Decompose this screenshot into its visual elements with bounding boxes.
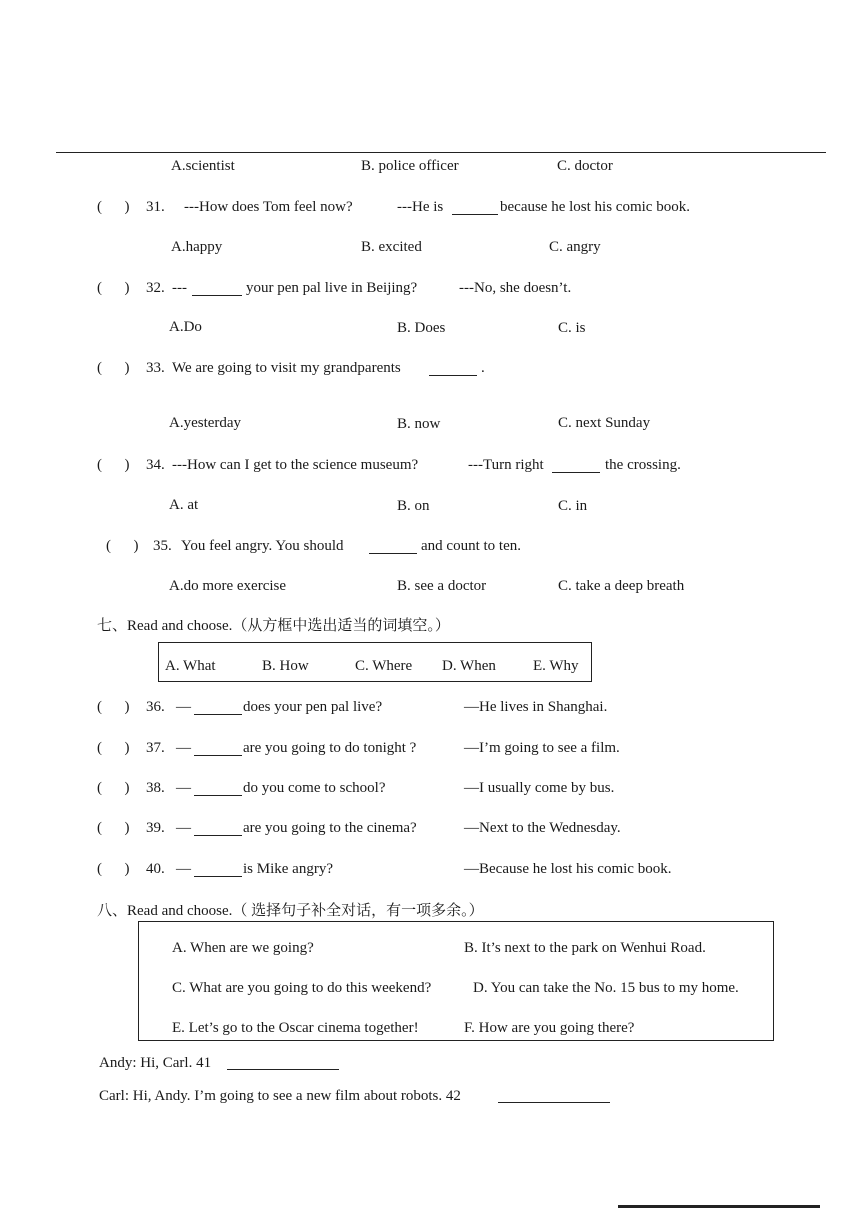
word-bank-item: D. When <box>442 658 496 674</box>
answer-text: —I usually come by bus. <box>464 780 615 796</box>
option-c: C. take a deep breath <box>558 578 685 594</box>
answer-paren: ( ) <box>97 360 130 376</box>
sentence-option: C. What are you going to do this weekend? <box>172 980 432 996</box>
answer-blank <box>194 700 242 715</box>
q30-option-a: A.scientist <box>171 158 235 174</box>
answer-paren: ( ) <box>97 457 130 473</box>
q30-option-b: B. police officer <box>361 158 459 174</box>
answer-blank <box>194 741 242 756</box>
question-text: because he lost his comic book. <box>500 199 690 215</box>
answer-blank <box>227 1055 339 1070</box>
question-number: 31. <box>146 199 165 215</box>
answer-blank <box>194 821 242 836</box>
question-text: are you going to the cinema? <box>243 820 417 836</box>
option-b: B. Does <box>397 320 446 336</box>
sentence-option: B. It’s next to the park on Wenhui Road. <box>464 940 706 956</box>
question-number: 33. <box>146 360 165 376</box>
question-text: ---He is <box>397 199 444 215</box>
word-bank-item: E. Why <box>533 658 579 674</box>
question-text: We are going to visit my grandparents <box>172 360 401 376</box>
option-c: C. angry <box>549 239 601 255</box>
answer-paren: ( ) <box>97 861 130 877</box>
answer-blank <box>369 539 417 554</box>
question-number: 34. <box>146 457 165 473</box>
question-text: . <box>481 360 485 376</box>
answer-blank <box>552 458 600 473</box>
question-text: your pen pal live in Beijing? <box>246 280 418 296</box>
answer-paren: ( ) <box>97 740 130 756</box>
question-number: 39. <box>146 820 165 836</box>
answer-blank <box>194 862 242 877</box>
question-number: 32. <box>146 280 165 296</box>
question-dash: — <box>176 699 191 715</box>
question-number: 40. <box>146 861 165 877</box>
answer-paren: ( ) <box>97 699 130 715</box>
option-b: B. on <box>397 498 430 514</box>
question-dash: — <box>176 820 191 836</box>
sentence-option: A. When are we going? <box>172 940 314 956</box>
section-8-title: 八、Read and choose.（ 选择句子补全对话，有一项多余。） <box>97 903 484 919</box>
question-text: the crossing. <box>605 457 681 473</box>
answer-paren: ( ) <box>97 780 130 796</box>
answer-paren: ( ) <box>106 538 139 554</box>
question-number: 35. <box>153 538 172 554</box>
question-text: --- <box>172 280 187 296</box>
option-a: A.do more exercise <box>169 578 287 594</box>
question-text: ---How can I get to the science museum? <box>172 457 419 473</box>
option-a: A.Do <box>169 319 202 335</box>
option-a: A.yesterday <box>169 415 242 431</box>
answer-text: —Next to the Wednesday. <box>464 820 621 836</box>
dialogue-line: Andy: Hi, Carl. 41 <box>99 1055 212 1071</box>
sentence-option: D. You can take the No. 15 bus to my home. <box>473 980 739 996</box>
word-bank-item: A. What <box>165 658 216 674</box>
answer-paren: ( ) <box>97 199 130 215</box>
question-dash: — <box>176 780 191 796</box>
answer-text: —He lives in Shanghai. <box>464 699 608 715</box>
question-text: ---How does Tom feel now? <box>184 199 353 215</box>
option-b: B. now <box>397 416 441 432</box>
answer-text: —Because he lost his comic book. <box>464 861 672 877</box>
section-7-title: 七、Read and choose.（从方框中选出适当的词填空。） <box>97 618 450 634</box>
question-text: is Mike angry? <box>243 861 333 877</box>
word-bank-item: C. Where <box>355 658 413 674</box>
question-text: are you going to do tonight ? <box>243 740 417 756</box>
question-dash: — <box>176 861 191 877</box>
option-a: A.happy <box>171 239 223 255</box>
dialogue-line: Carl: Hi, Andy. I’m going to see a new film about robots. 42 <box>99 1088 461 1104</box>
top-rule <box>56 152 826 153</box>
answer-blank <box>452 200 498 215</box>
question-text: ---Turn right <box>468 457 544 473</box>
answer-blank <box>429 361 477 376</box>
sentence-option: F. How are you going there? <box>464 1020 635 1036</box>
question-text: and count to ten. <box>421 538 521 554</box>
answer-blank <box>194 781 242 796</box>
question-text: does your pen pal live? <box>243 699 383 715</box>
sentence-option: E. Let’s go to the Oscar cinema together! <box>172 1020 419 1036</box>
answer-blank <box>192 281 242 296</box>
q30-option-c: C. doctor <box>557 158 613 174</box>
question-number: 38. <box>146 780 165 796</box>
question-dash: — <box>176 740 191 756</box>
word-bank-item: B. How <box>262 658 309 674</box>
question-text: do you come to school? <box>243 780 386 796</box>
question-text: You feel angry. You should <box>181 538 344 554</box>
answer-text: —I’m going to see a film. <box>464 740 620 756</box>
question-text: ---No, she doesn’t. <box>459 280 572 296</box>
answer-paren: ( ) <box>97 820 130 836</box>
question-number: 36. <box>146 699 165 715</box>
bottom-rule <box>618 1205 820 1208</box>
answer-blank <box>498 1088 610 1103</box>
answer-paren: ( ) <box>97 280 130 296</box>
option-c: C. in <box>558 498 588 514</box>
option-c: C. next Sunday <box>558 415 651 431</box>
option-a: A. at <box>169 497 199 513</box>
option-b: B. see a doctor <box>397 578 487 594</box>
option-c: C. is <box>558 320 586 336</box>
option-b: B. excited <box>361 239 422 255</box>
question-number: 37. <box>146 740 165 756</box>
